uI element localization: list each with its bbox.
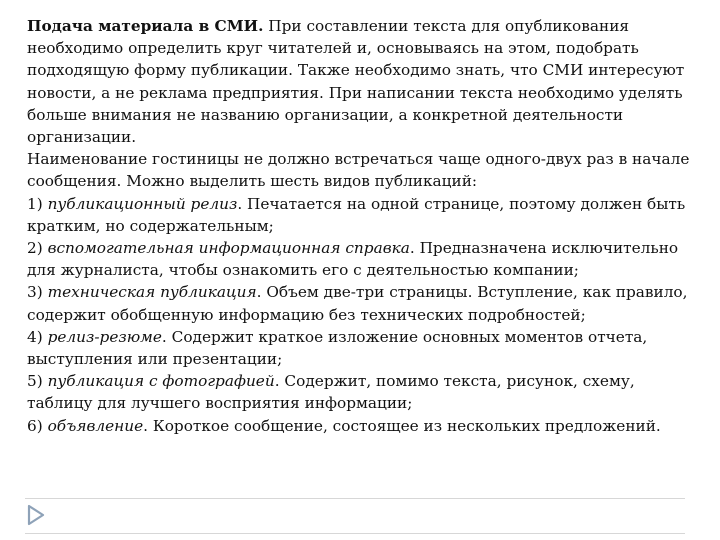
list-item-term: публикационный релиз [47,194,238,213]
intro-text: При составлении текста для опубликования необходимо определить круг читателей и, основываясь на этом, подобрать подходящую форму публикации. Также необходимо знать, что СМИ интересуют новости, а не реклама предприятия. При написании текста необходимо уделять больше внимания не названию организации, а конкретной деятельности организации. [27,17,685,147]
list-item-description: . Короткое сообщение, состоящее из нескольких предложений. [143,416,661,435]
intro-bold-lead: Подача материала в СМИ. [27,17,264,35]
list-item-description: . Печатается на одной странице, поэтому должен быть кратким, но содержательным; [27,194,686,235]
slide-body [27,15,703,437]
list-item [27,193,703,237]
list-item-number: 2) [27,239,43,258]
note-paragraph: Наименование гостиницы не должно встречаться чаще одного-двух раз в начале сообщения. Можно выделить шесть видов публикаций: [27,150,690,191]
list-item-term: публикация с фотографией [47,372,275,391]
list-item-number: 5) [27,372,43,391]
list-item-term: релиз-резюме [47,327,162,346]
list-item-description: . Содержит краткое изложение основных моментов отчета, выступления или презентации; [27,327,648,369]
list-item [27,326,703,370]
list-item-term: вспомогательная информационная справка [47,239,410,258]
footer-divider-top [25,498,685,499]
list-item-number: 4) [27,327,43,346]
list-item-number: 1) [27,194,43,213]
list-item-description: . Объем две-три страницы. Вступление, как правило, содержит обобщенную информацию без технических подробностей; [27,283,688,324]
footer-divider-bottom [25,533,685,534]
list-item-description: . Предназначена исключительно для журналиста, чтобы ознакомить его с деятельностью компании; [27,239,679,280]
list-item [27,370,703,414]
list-item-number: 6) [27,416,43,435]
list-item-description: . Содержит, помимо текста, рисунок, схему, таблицу для лучшего восприятия информации; [27,372,635,413]
list-item [27,281,703,325]
list-item [27,237,703,281]
triangle-arrow-icon[interactable] [26,504,46,526]
intro-paragraph [27,15,703,148]
list-item-number: 3) [27,283,43,302]
list-item-term: техническая публикация [47,283,257,302]
list-item [27,415,703,437]
list-item-term: объявление [47,416,144,435]
